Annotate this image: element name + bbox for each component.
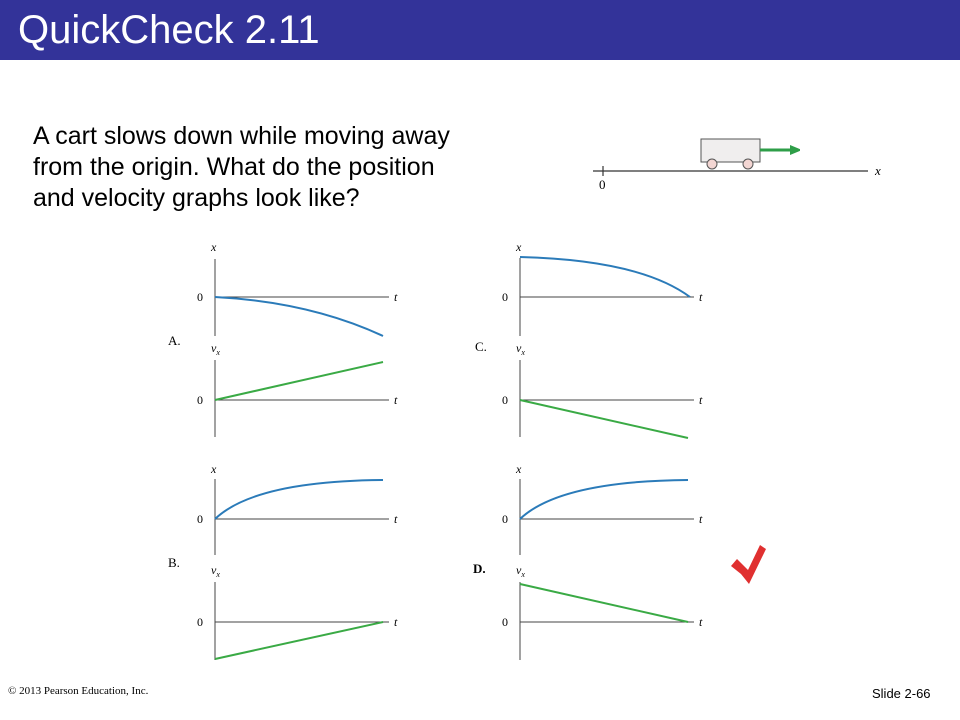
- position-axis-label: x: [211, 462, 217, 476]
- option-d: [473, 462, 703, 660]
- zero-label: 0: [502, 393, 508, 407]
- time-axis-label: t: [699, 512, 703, 526]
- velocity-line: [215, 362, 383, 400]
- time-axis-label: t: [394, 290, 398, 304]
- option-letter: C.: [475, 339, 487, 354]
- time-axis-label: t: [394, 615, 398, 629]
- velocity-axis-label: $v_x$: [211, 341, 220, 357]
- option-a: [168, 240, 398, 437]
- position-graph: [502, 240, 703, 336]
- velocity-graph: [197, 563, 398, 660]
- zero-label: 0: [197, 615, 203, 629]
- velocity-graph: [502, 563, 703, 660]
- position-curve: [215, 480, 383, 519]
- cart-diagram: [593, 139, 881, 192]
- diagram-axis-label: x: [875, 163, 881, 178]
- velocity-line: [520, 400, 688, 438]
- option-letter: D.: [473, 561, 486, 576]
- time-axis-label: t: [394, 393, 398, 407]
- option-b: [168, 462, 398, 660]
- velocity-graph: [502, 341, 703, 438]
- question-line-3: and velocity graphs look like?: [33, 184, 360, 212]
- position-graph: [197, 462, 398, 555]
- velocity-axis-label: $v_x$: [516, 563, 525, 579]
- position-axis-label: x: [516, 462, 522, 476]
- question-line-2: from the origin. What do the position: [33, 153, 435, 181]
- position-axis-label: x: [211, 240, 217, 254]
- position-curve: [215, 297, 383, 336]
- option-letter: A.: [168, 333, 181, 348]
- question-line-1: A cart slows down while moving away: [33, 122, 450, 150]
- zero-label: 0: [502, 512, 508, 526]
- velocity-line: [215, 622, 383, 659]
- zero-label: 0: [197, 393, 203, 407]
- option-c: [475, 240, 703, 438]
- velocity-line: [520, 584, 688, 622]
- position-curve: [520, 480, 688, 519]
- time-axis-label: t: [699, 615, 703, 629]
- option-letter: B.: [168, 555, 180, 570]
- velocity-axis-label: $v_x$: [516, 341, 525, 357]
- cart-wheel-right: [743, 159, 753, 169]
- cart-body: [701, 139, 760, 162]
- checkmark-icon: [731, 545, 766, 584]
- zero-label: 0: [502, 290, 508, 304]
- zero-label: 0: [197, 512, 203, 526]
- slide-number: Slide 2-66: [872, 686, 931, 701]
- position-graph: [502, 462, 703, 555]
- position-axis-label: x: [516, 240, 522, 254]
- cart-wheel-left: [707, 159, 717, 169]
- time-axis-label: t: [699, 393, 703, 407]
- slide-title: QuickCheck 2.11: [18, 8, 320, 52]
- time-axis-label: t: [699, 290, 703, 304]
- velocity-graph: [197, 341, 398, 437]
- position-curve: [520, 257, 690, 297]
- velocity-axis-label: $v_x$: [211, 563, 220, 579]
- zero-label: 0: [502, 615, 508, 629]
- time-axis-label: t: [394, 512, 398, 526]
- zero-label: 0: [197, 290, 203, 304]
- copyright-notice: © 2013 Pearson Education, Inc.: [8, 685, 149, 697]
- origin-label: 0: [599, 177, 606, 192]
- position-graph: [197, 240, 398, 336]
